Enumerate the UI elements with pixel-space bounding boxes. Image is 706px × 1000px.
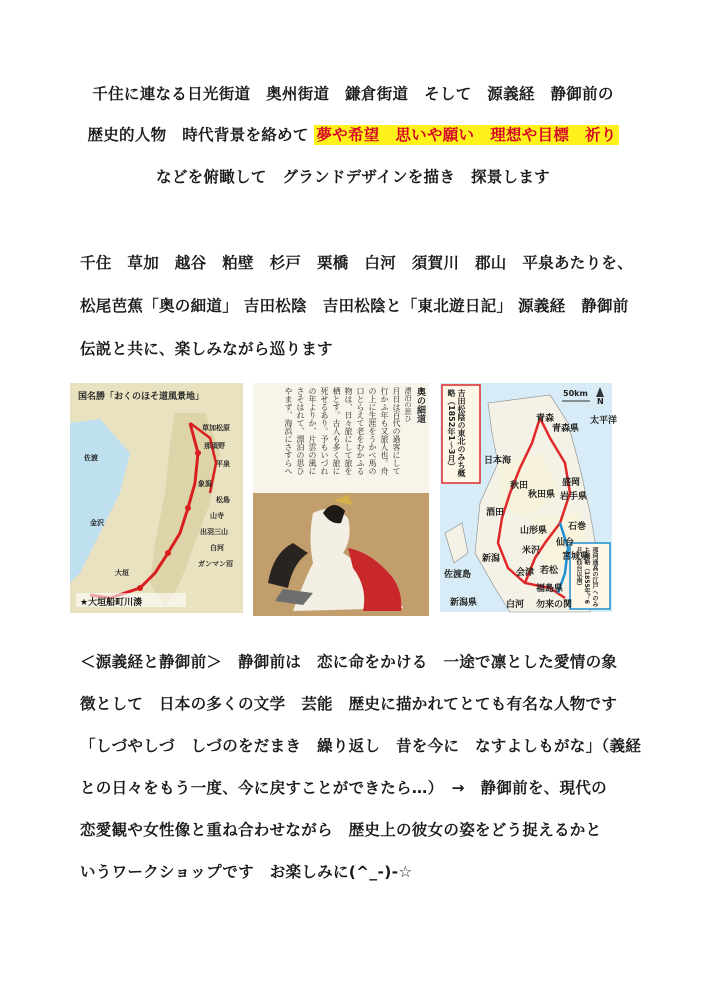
map2-yonezawa: 米沢 [522, 546, 541, 556]
map2-akita-ken: 秋田県 [528, 490, 556, 500]
panel-column-7: 死せるあり。予もいづれ [320, 387, 329, 475]
body-line-3: 「しづやしづ しづのをだまき 繰り返し 昔を今に なすよしもがな」（義経 [80, 737, 642, 755]
tohoku-route-map [440, 383, 618, 612]
shizuka-painting [253, 493, 429, 616]
body-line-4: との日々をもう一度、今に戻すことができたら…） → 静御前を、現代の [80, 779, 607, 797]
panel-column-6: 栖とす。古人も多く旅に [332, 387, 341, 475]
map2-akita: 秋田 [510, 481, 529, 491]
map2-scale: 50km [563, 389, 588, 398]
map2-sado: 佐渡島 [444, 570, 472, 580]
map1-title: 国名勝「おくのほそ道風景地」 [78, 392, 205, 402]
panel-column-1: 月日は百代の過客にして [392, 387, 401, 475]
map1-place-kanazawa: 金沢 [90, 519, 104, 527]
oku-no-hosomichi-map [70, 383, 243, 613]
panel-column-4: 口とらえて老をむかふる [356, 387, 365, 475]
map2-box-yoshida: 吉田松陰の東北のみち概略（1852年1～3月） [447, 389, 466, 477]
map2-fukushima-ken: 福島県 [536, 584, 564, 594]
map2-niigata: 新潟 [482, 554, 501, 564]
panel-column-2: 行かふ年も又旅人也。舟 [380, 387, 389, 475]
map2-nakoso: 勿来の関 [536, 600, 573, 610]
map2-aomori-ken: 青森県 [552, 424, 580, 434]
map1-place-numa: ガンマン沼 [198, 560, 233, 568]
intro-line-1: 千住に連なる日光街道 奥州街道 鎌倉街道 そして 源義経 静御前の [92, 85, 614, 103]
map1-place-yamadera: 山寺 [210, 512, 224, 520]
panel-column-5: 物は、日々旅にして旅を [344, 387, 353, 475]
map1-place-dewa: 出羽三山 [200, 528, 228, 536]
map2-niigata-ken: 新潟県 [450, 598, 478, 608]
map2-ishinomaki: 石巻 [568, 522, 587, 532]
route-line-2: 松尾芭蕉「奥の細道」 吉田松陰 吉田松陰と「東北遊日記」 源義経 静御前 [80, 297, 629, 315]
panel-column-9: さそはれて、漂泊の思ひ [296, 387, 305, 475]
map2-north: N [597, 397, 604, 406]
route-line-1: 千住 草加 越谷 粕壁 杉戸 栗橋 白河 須賀川 郡山 平泉あたりを、 [80, 254, 634, 272]
map2-box-naka: 那珂通高の江戸へのみち概略（1855年？6月、仙台以南） [575, 547, 598, 607]
map2-aizu: 会津 [516, 568, 535, 578]
panel-subheading: 漂泊の思ひ [404, 387, 412, 422]
panel-column-10: やまず、海浜にさすらへ [284, 387, 293, 475]
map2-japan-sea: 日本海 [484, 456, 512, 466]
map1-place-kisakata: 象潟 [198, 480, 212, 488]
map2-sakata: 酒田 [486, 508, 505, 518]
map1-place-sado: 佐渡 [84, 454, 98, 462]
map1-place-sokamatsubara: 草加松原 [202, 424, 230, 432]
intro-line-2-text: 歴史的人物 時代背景を絡めて [87, 126, 309, 144]
okunohosomichi-panel [253, 383, 429, 616]
map2-miyagi-ken: 宮城県 [562, 552, 590, 562]
map1-place-matsushima: 松島 [216, 496, 230, 504]
map2-shirakawa: 白河 [506, 600, 525, 610]
map1-footer: ★大垣船町川湊 [80, 598, 143, 608]
body-line-5: 恋愛観や女性像と重ね合わせながら 歴史上の彼女の姿をどう捉えるかと [80, 821, 602, 839]
map1-place-nasuno: 那須野 [204, 442, 225, 450]
route-line-3: 伝説と共に、楽しみながら巡ります [80, 340, 333, 358]
map2-morioka: 盛岡 [562, 478, 581, 488]
body-line-2: 徴として 日本の多くの文学 芸能 歴史に描かれてとても有名な人物です [80, 695, 618, 713]
map2-wakamatsu: 若松 [540, 566, 559, 576]
body-line-1: ＜源義経と静御前＞ 静御前は 恋に命をかける 一途で凛とした愛情の象 [80, 653, 618, 671]
map1-place-shirakawa: 白河 [210, 544, 224, 552]
panel-column-8: の年よりか、片雲の風に [308, 387, 317, 475]
map2-aomori: 青森 [536, 414, 555, 424]
map1-place-hiraizumi: 平泉 [216, 460, 230, 468]
intro-highlight: 夢や希望 思いや願い 理想や目標 祈り [316, 126, 617, 144]
intro-line-2 [0, 123, 706, 145]
map2-yamagata-ken: 山形県 [520, 526, 548, 536]
map1-place-ogaki: 大垣 [115, 569, 129, 577]
body-line-6: いうワークショップです お楽しみに(^_-)-☆ [80, 863, 413, 881]
map2-pacific: 太平洋 [590, 416, 618, 426]
map2-sendai: 仙台 [556, 538, 575, 548]
map2-iwate-ken: 岩手県 [560, 492, 588, 502]
panel-column-3: の上に生涯をうかべ馬の [368, 387, 377, 475]
panel-heading: 奥の細道 [415, 387, 425, 423]
intro-line-3: などを俯瞰して グランドデザインを描き 探景します [156, 168, 550, 186]
